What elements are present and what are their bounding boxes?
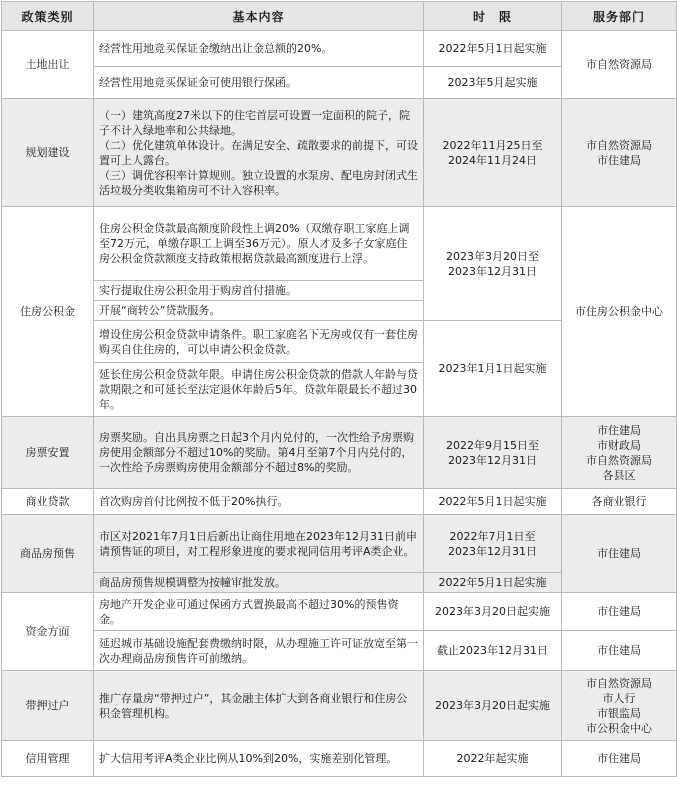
table-row xyxy=(2,741,677,777)
content-cell: 增设住房公积金贷款申请条件。职工家庭名下无房或仅有一套住房购买自住住房的，可以申请公积金贷款。 xyxy=(94,321,424,363)
content-cell: 首次购房首付比例按不低于20%执行。 xyxy=(94,489,424,515)
category-cell: 资金方面 xyxy=(2,593,94,671)
content-cell: 房票奖励。自出具房票之日起3个月内兑付的，一次性给予房票购房使用金额部分不超过10%的奖励。第4月至第7个月内兑付的，一次性给予房票购房使用金额部分不超过8%的奖励。 xyxy=(94,417,424,489)
time-cell: 2023年1月1日起实施 xyxy=(424,321,562,417)
table-row xyxy=(2,31,677,67)
content-cell: 住房公积金贷款最高额度阶段性上调20%（双缴存职工家庭上调至72万元，单缴存职工上调至36万元）。原人才及多子女家庭住房公积金贷款额度支持政策根据贷款最高额度进行上浮。 xyxy=(94,207,424,281)
time-cell: 2022年9月15日至 2023年12月31日 xyxy=(424,417,562,489)
department-cell: 市住建局 市财政局 市自然资源局 各县区 xyxy=(562,417,677,489)
content-cell: 开展“商转公”贷款服务。 xyxy=(94,301,424,321)
department-cell: 市住建局 xyxy=(562,741,677,777)
table-row xyxy=(2,515,677,573)
time-cell: 2022年起实施 xyxy=(424,741,562,777)
category-cell: 住房公积金 xyxy=(2,207,94,417)
content-cell: 房地产开发企业可通过保函方式置换最高不超过30%的预售资金。 xyxy=(94,593,424,631)
time-cell: 2023年3月20日起实施 xyxy=(424,593,562,631)
time-cell: 2023年3月20日起实施 xyxy=(424,671,562,741)
table-row xyxy=(2,671,677,741)
department-cell: 市住建局 xyxy=(562,631,677,671)
content-cell: 实行提取住房公积金用于购房首付措施。 xyxy=(94,281,424,301)
header-category: 政策类别 xyxy=(2,2,94,31)
time-cell: 2022年5月1日起实施 xyxy=(424,31,562,67)
category-cell: 规划建设 xyxy=(2,99,94,207)
time-cell: 2022年7月1日至 2023年12月31日 xyxy=(424,515,562,573)
content-cell: （一）建筑高度27米以下的住宅首层可设置一定面积的院子，院子不计入绿地率和公共绿地。 （二）优化建筑单体设计。在满足安全、疏散要求的前提下，可设置可上人露台。 （三）调优容积率计算规则。独立设置的水泵房、配电房封闭式生活垃圾分类收集箱房可不计入容积率。 xyxy=(94,99,424,207)
header-content: 基本内容 xyxy=(94,2,424,31)
content-cell: 推广存量房“带押过户”，其金融主体扩大到各商业银行和住房公积金管理机构。 xyxy=(94,671,424,741)
department-cell: 市住建局 xyxy=(562,515,677,593)
category-cell: 商业贷款 xyxy=(2,489,94,515)
category-cell: 带押过户 xyxy=(2,671,94,741)
time-cell: 2022年5月1日起实施 xyxy=(424,573,562,593)
header-department: 服务部门 xyxy=(562,2,677,31)
content-cell: 商品房预售规模调整为按幢审批发放。 xyxy=(94,573,424,593)
time-cell: 截止2023年12月31日 xyxy=(424,631,562,671)
department-cell: 市自然资源局 市住建局 xyxy=(562,99,677,207)
content-cell: 经营性用地竞买保证金可使用银行保函。 xyxy=(94,67,424,99)
category-cell: 土地出让 xyxy=(2,31,94,99)
time-cell: 2022年5月1日起实施 xyxy=(424,489,562,515)
department-cell: 市住房公积金中心 xyxy=(562,207,677,417)
category-cell: 信用管理 xyxy=(2,741,94,777)
department-cell: 市自然资源局 市人行 市银监局 市公积金中心 xyxy=(562,671,677,741)
category-cell: 房票安置 xyxy=(2,417,94,489)
table-row xyxy=(2,489,677,515)
time-cell: 2023年3月20日至 2023年12月31日 xyxy=(424,207,562,321)
department-cell: 各商业银行 xyxy=(562,489,677,515)
header-time: 时 限 xyxy=(424,2,562,31)
time-cell: 2022年11月25日至 2024年11月24日 xyxy=(424,99,562,207)
content-cell: 市区对2021年7月1日后新出让商住用地在2023年12月31日前申请预售证的项目，对工程形象进度的要求视同信用考评A类企业。 xyxy=(94,515,424,573)
policy-table xyxy=(1,1,677,777)
table-row xyxy=(2,417,677,489)
content-cell: 延长住房公积金贷款年限。申请住房公积金贷款的借款人年龄与贷款期限之和可延长至法定退休年龄后5年。贷款年限最长不超过30年。 xyxy=(94,363,424,417)
content-cell: 经营性用地竞买保证金缴纳出让金总额的20%。 xyxy=(94,31,424,67)
table-row xyxy=(2,631,677,671)
table-row xyxy=(2,207,677,281)
table-header-row xyxy=(2,2,677,31)
department-cell: 市自然资源局 xyxy=(562,31,677,99)
content-cell: 延迟城市基础设施配套费缴纳时限，从办理施工许可证放宽至第一次办理商品房预售许可前缴纳。 xyxy=(94,631,424,671)
category-cell: 商品房预售 xyxy=(2,515,94,593)
content-cell: 扩大信用考评A类企业比例从10%到20%，实施差别化管理。 xyxy=(94,741,424,777)
table-row xyxy=(2,593,677,631)
time-cell: 2023年5月起实施 xyxy=(424,67,562,99)
department-cell: 市住建局 xyxy=(562,593,677,631)
table-row xyxy=(2,99,677,207)
